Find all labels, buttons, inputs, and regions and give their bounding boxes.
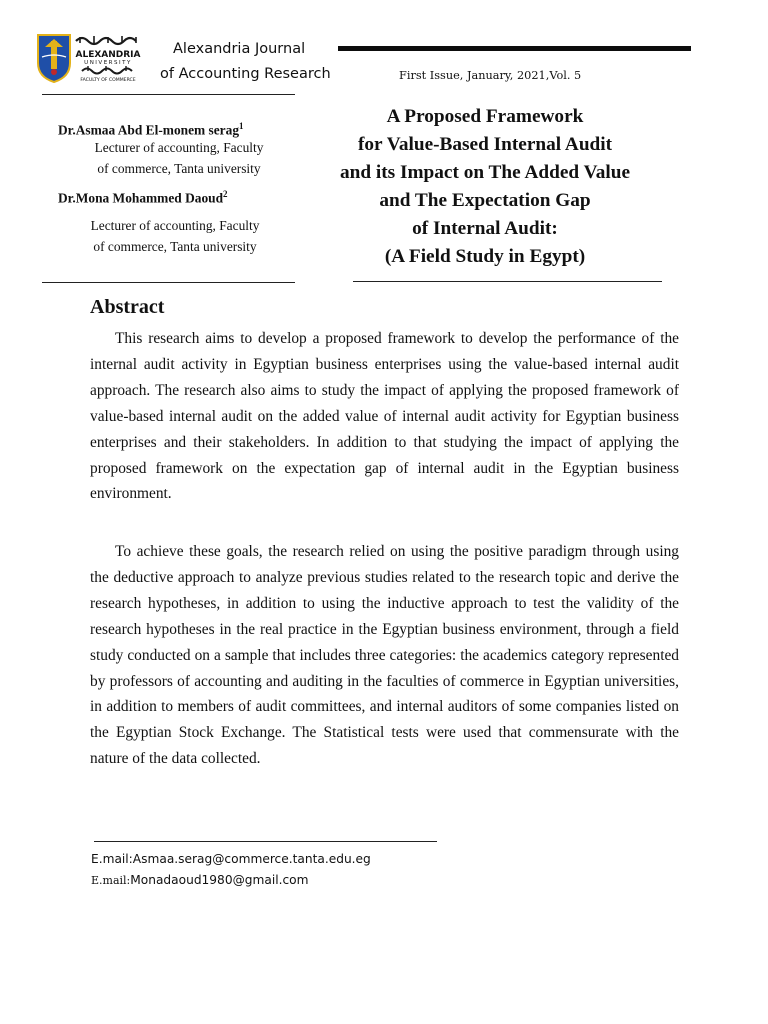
logo-line-3: FACULTY OF COMMERCE (80, 78, 136, 83)
paper-title: A Proposed Framework for Value-Based Internal Audit and its Impact on The Added Value and The Expectation Gap of Internal Audit: (A Field Study in Egypt) (339, 106, 631, 267)
author-2-affiliation: Lecturer of accounting, Faculty of commerce, Tanta university (90, 218, 260, 254)
title-underline-rule (353, 281, 662, 282)
author-block-top-rule (42, 94, 295, 95)
abstract-paragraph-1: This research aims to develop a proposed framework to develop the performance of the internal audit activity in Egyptian business enterprises using the value-based internal audit approach. The research also aims to study the impact of applying the proposed framework of value-based internal audit on the added value of internal audit activity for Egyptian business enterprises and their stakeholders. In addition to that studying the impact of applying the proposed framework on the expectation gap of internal audit in the Egyptian business environment. (90, 330, 679, 503)
issue-info: First Issue, January, 2021,Vol. 5 (399, 69, 582, 82)
abstract-heading: Abstract (90, 296, 165, 318)
university-logo (36, 33, 148, 83)
logo-line-1: ALEXANDRIA (75, 50, 141, 60)
author-block-bottom-rule (42, 282, 295, 283)
footnote-email-2 (91, 873, 309, 887)
abstract-paragraph-2: To achieve these goals, the research relied on using the positive paradigm through using the deductive approach to analyze previous studies related to the research topic and derive the research hypotheses, in addition to using the inductive approach to test the validity of the research hypotheses in the real practice in the Egyptian business environment, through a field study conducted on a sample that includes three categories: the academics category represented by professors of accounting and auditing in the faculties of commerce in Egyptian universities, in addition to members of audit committees, and internal auditors of some companies listed on the Egyptian Stock Exchange. The Statistical tests were used that commensurate with the nature of the data collected. (90, 543, 679, 768)
header-thick-rule (338, 46, 691, 51)
journal-name-line-1: Alexandria Journal (173, 41, 306, 57)
author-1-footnote-marker: 1 (239, 121, 244, 131)
email-label: E.mail: (91, 874, 131, 887)
footnote-email-1: E.mail:Asmaa.serag@commerce.tanta.edu.eg (91, 852, 371, 866)
logo-line-2: UNIVERSITY (84, 60, 132, 66)
university-crest-icon (36, 33, 148, 83)
author-1-name: Dr.Asmaa Abd El-monem serag$^1$ (58, 121, 244, 138)
footnote-rule (94, 841, 437, 842)
journal-name-line-2: of Accounting Research (160, 66, 331, 82)
author-2-footnote-marker: 2 (223, 189, 228, 199)
author-2-name: Dr.Mona Mohammed Daoud$^2$ (58, 189, 228, 206)
author-1-affiliation: Lecturer of accounting, Faculty of commerce, Tanta university (94, 140, 264, 176)
email-address: Monadaoud1980@gmail.com (130, 873, 309, 887)
